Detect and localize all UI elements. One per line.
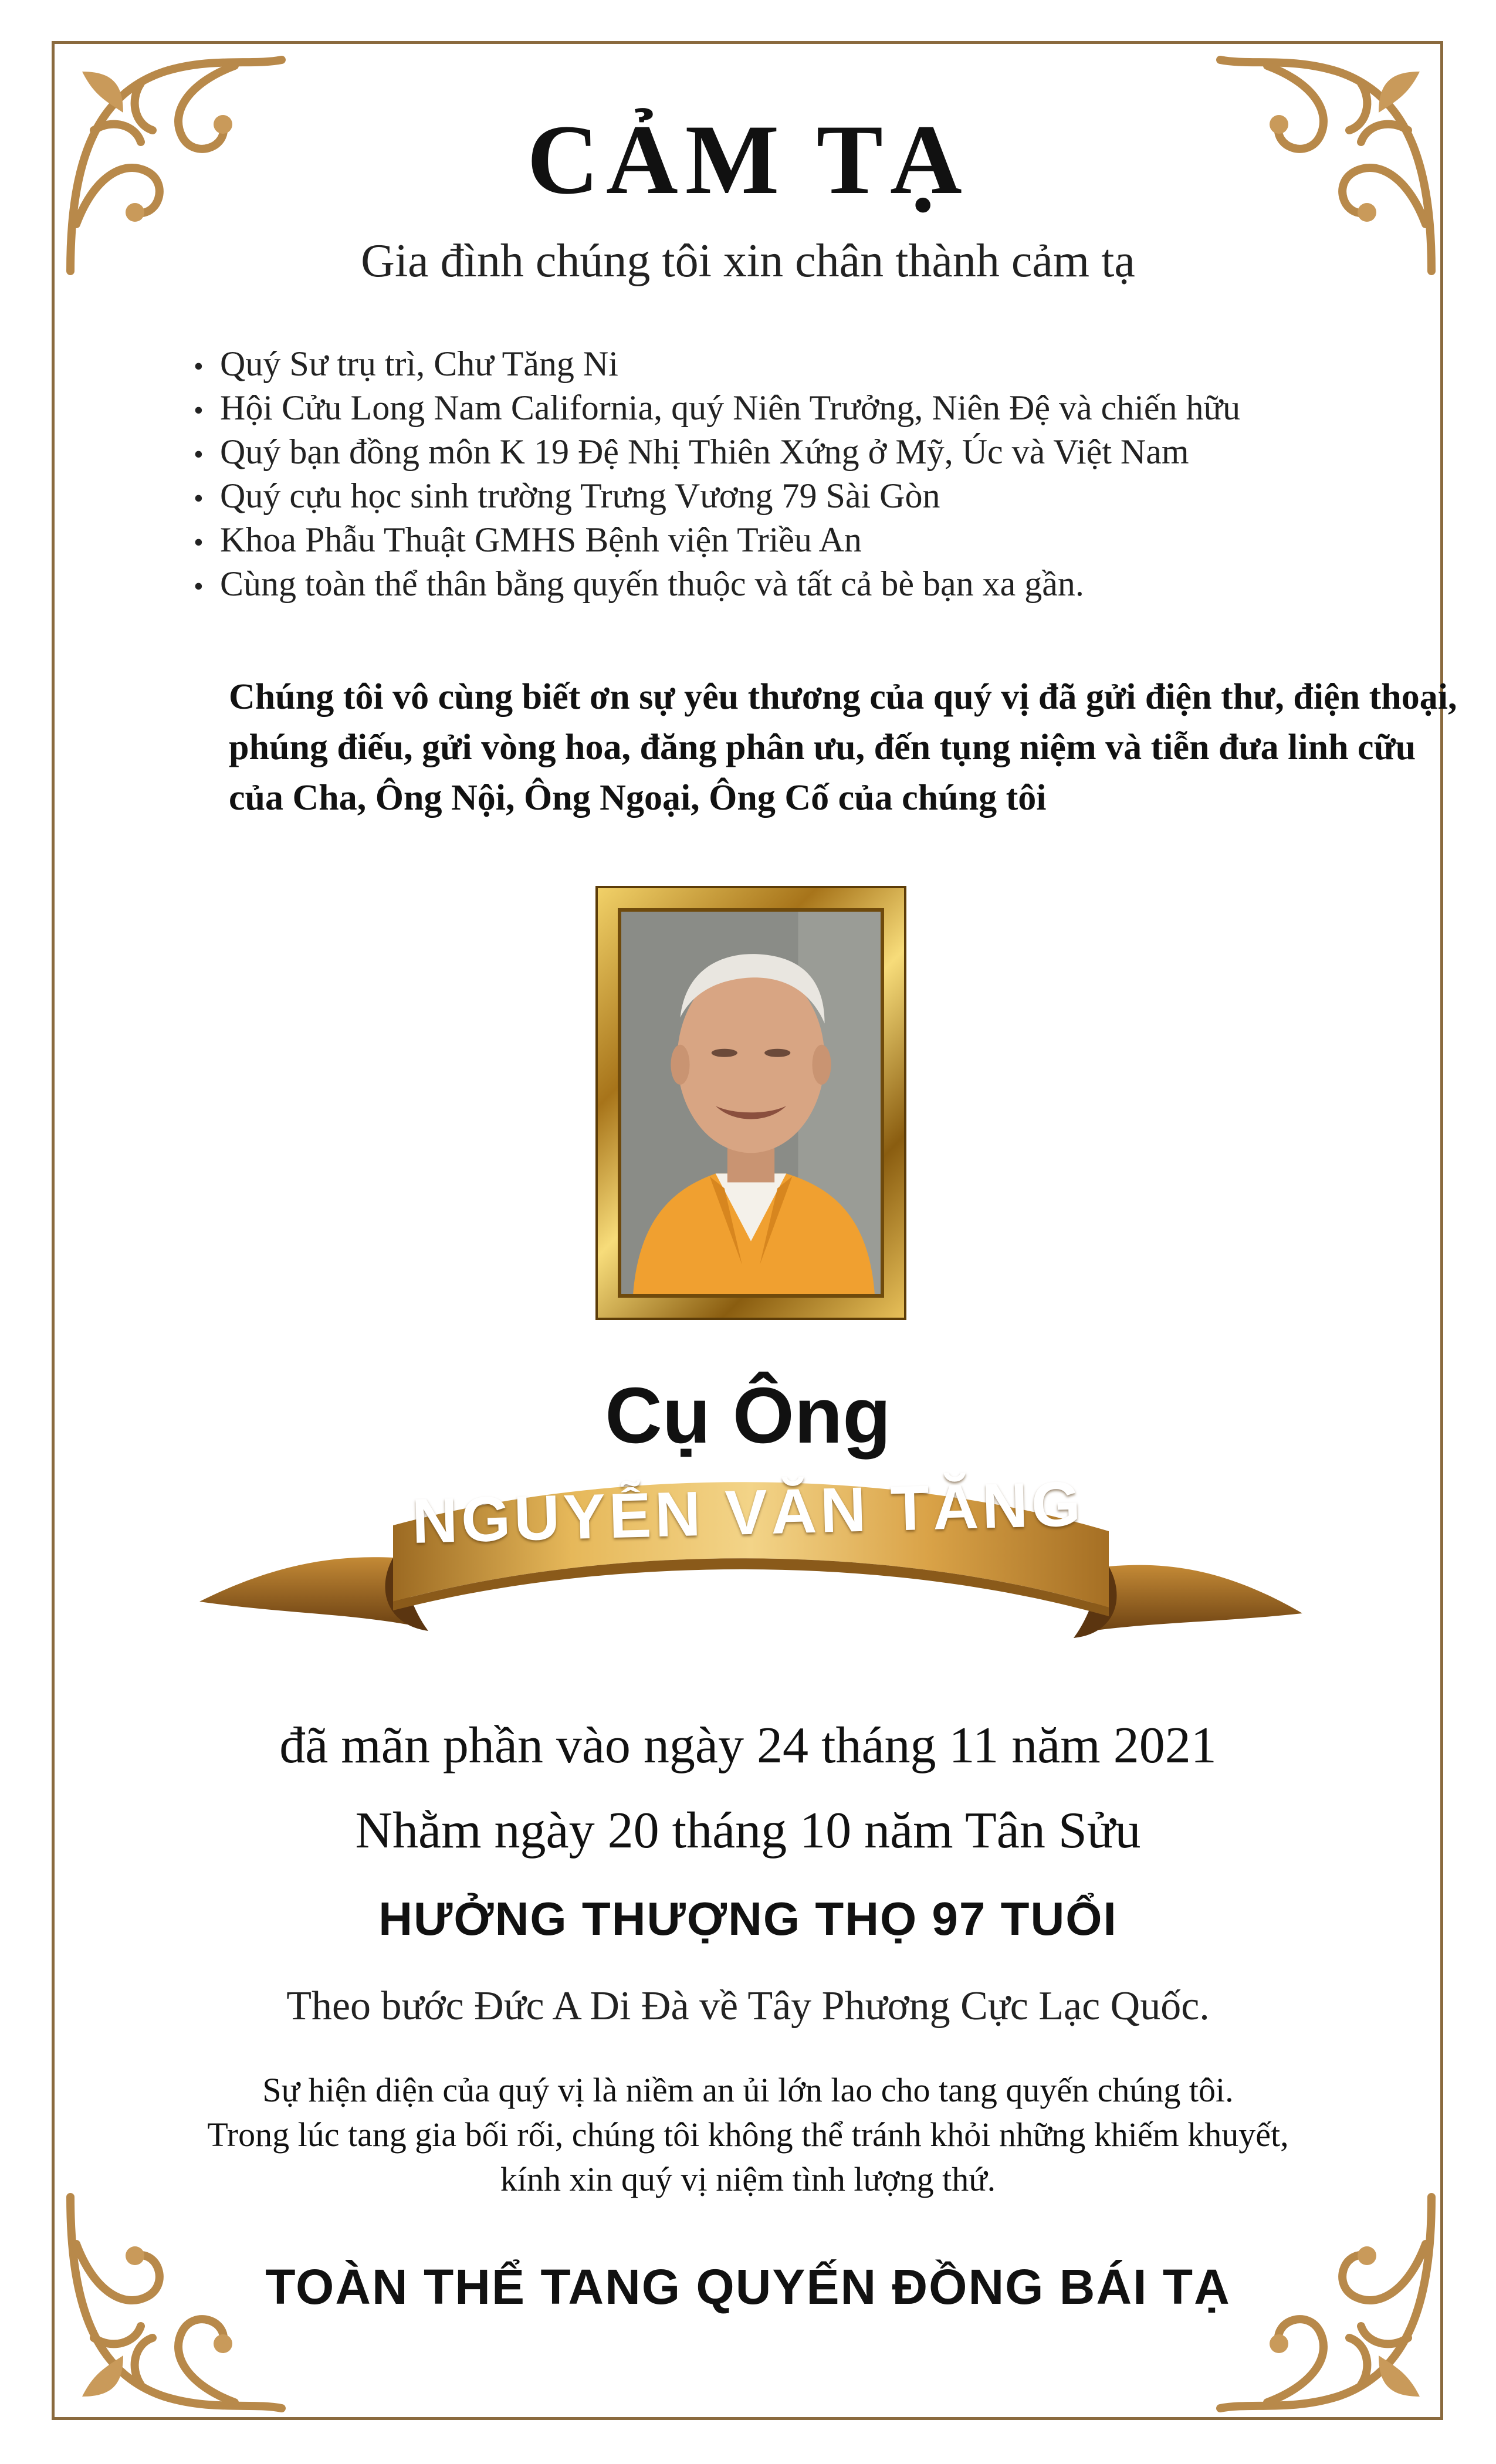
closing-line: Trong lúc tang gia bối rối, chúng tôi không thể tránh khỏi những khiếm khuyết, xyxy=(207,2116,1289,2154)
list-item: • Quý cựu học sinh trường Trưng Vương 79 Sài Gòn xyxy=(194,475,1367,519)
gratitude-line: Chúng tôi vô cùng biết ơn sự yêu thương của quý vị đã gửi điện thư, điện thoại, xyxy=(229,677,1457,717)
closing-paragraph xyxy=(0,2068,1496,2202)
bullet-icon: • xyxy=(194,351,204,382)
list-item: • Khoa Phẫu Thuật GMHS Bệnh viện Triều An xyxy=(194,519,1367,563)
lunar-date: Nhằm ngày 20 tháng 10 năm Tân Sửu xyxy=(355,1802,1141,1859)
bullet-icon: • xyxy=(194,527,204,558)
list-item: • Quý bạn đồng môn K 19 Đệ Nhị Thiên Xứng ở Mỹ, Úc và Việt Nam xyxy=(194,431,1367,475)
list-item: • Cùng toàn thể thân bằng quyến thuộc và tất cả bè bạn xa gần. xyxy=(194,563,1367,607)
list-item: • Quý Sư trụ trì, Chư Tăng Ni xyxy=(194,343,1367,387)
gratitude-paragraph xyxy=(229,672,1457,823)
portrait-photo xyxy=(618,908,884,1298)
closing-line: kính xin quý vị niệm tình lượng thứ. xyxy=(500,2160,996,2198)
elderly-man-portrait-icon xyxy=(621,912,881,1294)
buddha-line: Theo bước Đức A Di Đà về Tây Phương Cực Lạc Quốc. xyxy=(286,1984,1210,2029)
page-title: CẢM TẠ xyxy=(527,104,969,215)
bullet-icon: • xyxy=(194,439,204,470)
footer-signature: TOÀN THỂ TANG QUYẾN ĐỒNG BÁI TẠ xyxy=(265,2259,1231,2314)
bullet-icon: • xyxy=(194,571,204,602)
gratitude-line: phúng điếu, gửi vòng hoa, đăng phân ưu, đến tụng niệm và tiễn đưa linh cữu xyxy=(229,727,1416,767)
portrait-frame xyxy=(595,886,906,1320)
intro-line: Gia đình chúng tôi xin chân thành cảm tạ xyxy=(361,235,1135,287)
gratitude-line: của Cha, Ông Nội, Ông Ngoại, Ông Cố của chúng tôi xyxy=(229,778,1047,818)
passed-date: đã mãn phần vào ngày 24 tháng 11 năm 2021 xyxy=(279,1717,1217,1774)
list-item: • Hội Cửu Long Nam California, quý Niên Trưởng, Niên Đệ và chiến hữu xyxy=(194,387,1367,431)
age-line: HƯỞNG THƯỢNG THỌ 97 TUỔI xyxy=(378,1893,1118,1945)
closing-line: Sự hiện diện của quý vị là niềm an ủi lớn lao cho tang quyến chúng tôi. xyxy=(262,2071,1234,2109)
deceased-name: NGUYỄN VĂN TĂNG xyxy=(411,1468,1085,1556)
thanks-list xyxy=(194,343,1367,607)
bullet-icon: • xyxy=(194,483,204,514)
honorific-title: Cụ Ông xyxy=(605,1371,891,1460)
bullet-icon: • xyxy=(194,395,204,426)
